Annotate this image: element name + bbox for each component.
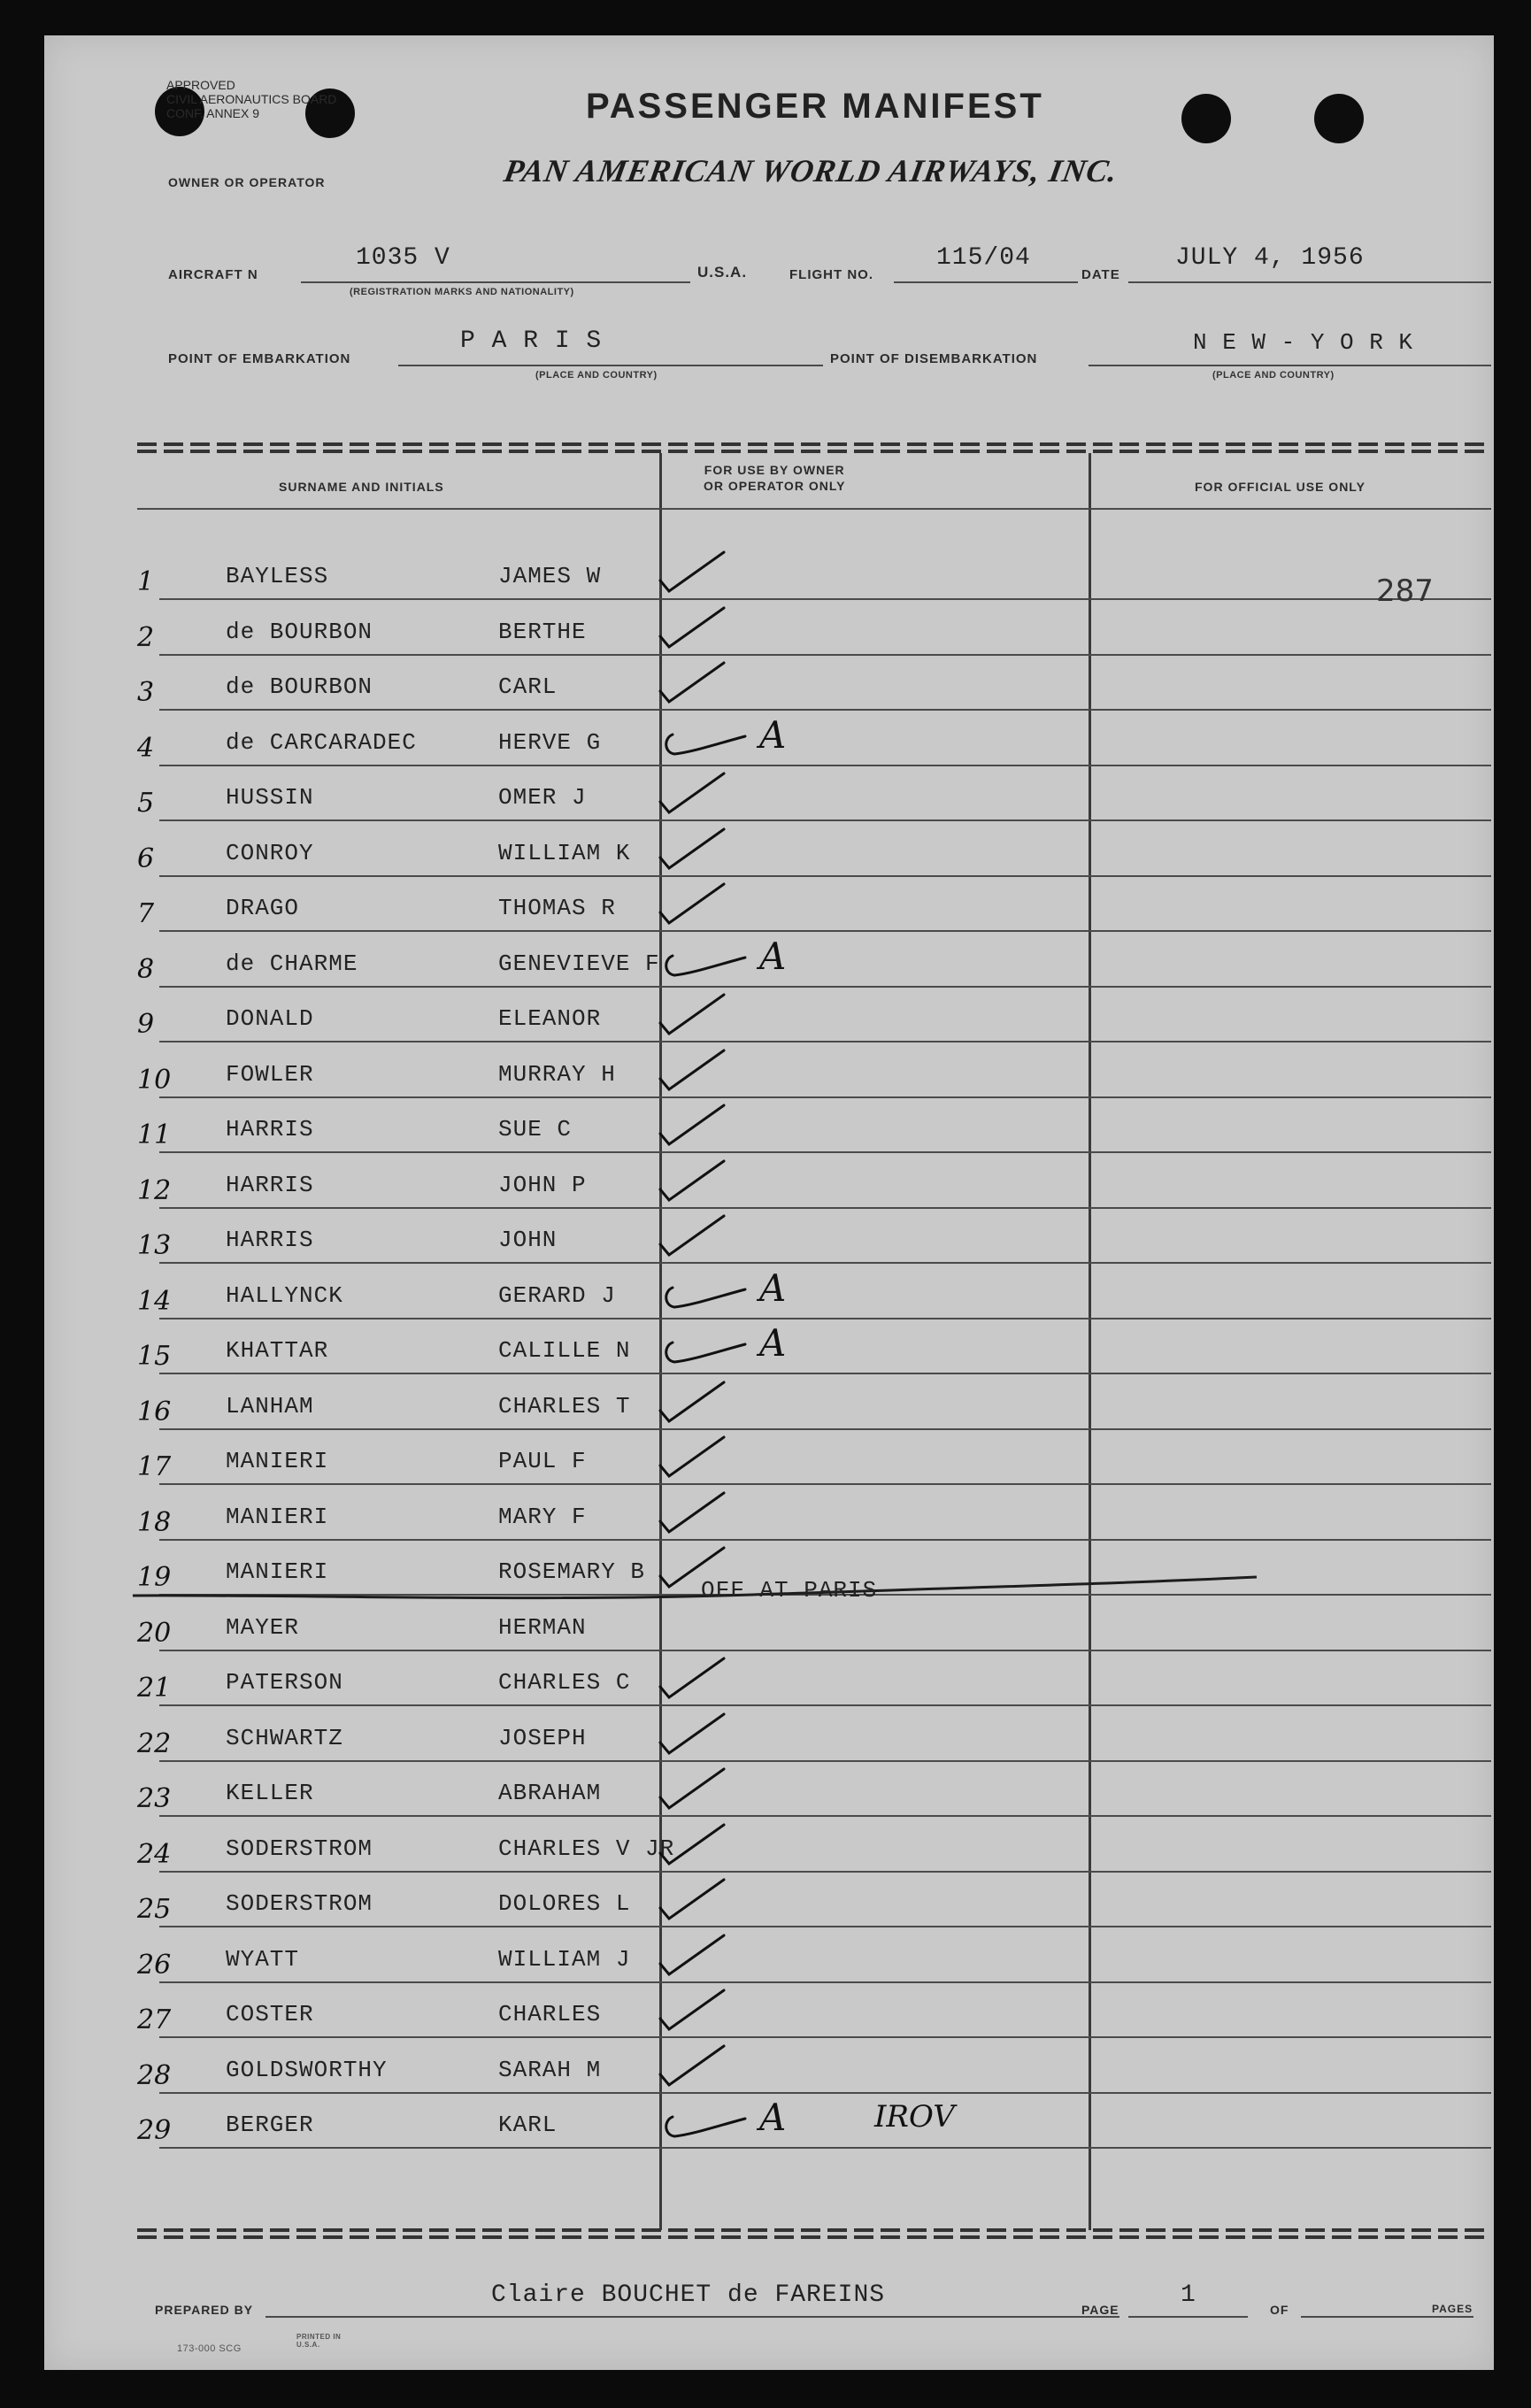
- surname: HUSSIN: [226, 784, 314, 811]
- table-bottom-rule: [137, 2228, 1491, 2232]
- page-label: PAGE: [1081, 2303, 1119, 2317]
- given-names: CARL: [498, 673, 558, 700]
- prepared-underline: [265, 2316, 1119, 2318]
- prepared-label: PREPARED BY: [155, 2303, 254, 2317]
- embarkation-value: P A R I S: [460, 327, 603, 355]
- surname: DRAGO: [226, 895, 300, 921]
- surname: MANIERI: [226, 1448, 329, 1474]
- given-names: GENEVIEVE F: [498, 950, 660, 977]
- given-names: WILLIAM J: [498, 1945, 631, 1973]
- surname: COSTER: [226, 2001, 314, 2027]
- surname: de BOURBON: [226, 618, 373, 645]
- given-names: KARL: [498, 2112, 558, 2138]
- of-label: OF: [1270, 2303, 1289, 2317]
- embarkation-label: POINT OF EMBARKATION: [168, 351, 351, 366]
- row-number: 14: [137, 1285, 172, 1317]
- surname: WYATT: [226, 1945, 300, 1973]
- disembarkation-sublabel: (PLACE AND COUNTRY): [1212, 370, 1335, 381]
- given-names: SARAH M: [498, 2056, 602, 2083]
- row-number: 25: [137, 1894, 172, 1925]
- given-names: CHARLES T: [498, 1392, 631, 1419]
- surname: HARRIS: [226, 1116, 314, 1142]
- manifest-sheet: [44, 35, 1494, 2370]
- row-number: 29: [137, 2115, 172, 2146]
- column-header-owner-line: FOR USE BY OWNER: [704, 463, 845, 477]
- column-header-name: SURNAME AND INITIALS: [279, 480, 444, 494]
- owner-label: OWNER OR OPERATOR: [168, 175, 326, 189]
- surname: DONALD: [226, 1005, 314, 1032]
- row-number: 24: [137, 1838, 172, 1870]
- given-names: ABRAHAM: [498, 1780, 602, 1806]
- row-number: 9: [137, 1009, 155, 1040]
- handwritten-a-mark: A: [759, 2096, 787, 2139]
- surname: FOWLER: [226, 1060, 314, 1088]
- off-note: OFF AT PARIS: [701, 1577, 878, 1604]
- row-number: 13: [137, 1230, 172, 1261]
- given-names: HERVE G: [498, 728, 602, 756]
- column-header-official: FOR OFFICIAL USE ONLY: [1195, 480, 1366, 494]
- row-number: 16: [137, 1396, 172, 1427]
- usa-label: U.S.A.: [697, 264, 748, 281]
- given-names: SUE C: [498, 1116, 573, 1142]
- row-number: 18: [137, 1506, 172, 1538]
- flight-label: FLIGHT NO.: [789, 267, 873, 282]
- surname: CONROY: [226, 839, 314, 866]
- given-names: ELEANOR: [498, 1005, 602, 1032]
- given-names: JOHN: [498, 1227, 558, 1253]
- given-names: GERARD J: [498, 1281, 616, 1309]
- surname: BAYLESS: [226, 563, 329, 589]
- airline-name: PAN AMERICAN WORLD AIRWAYS, INC.: [501, 153, 1121, 188]
- given-names: JOSEPH: [498, 1724, 587, 1751]
- date-label: DATE: [1081, 267, 1120, 282]
- row-number: 23: [137, 1783, 172, 1814]
- surname: MANIERI: [226, 1503, 329, 1530]
- given-names: BERTHE: [498, 618, 587, 645]
- surname: MAYER: [226, 1613, 300, 1641]
- surname: de BOURBON: [226, 673, 373, 700]
- surname: HARRIS: [226, 1227, 314, 1253]
- row-number: 10: [137, 1064, 172, 1096]
- row-number: 17: [137, 1451, 172, 1482]
- row-number: 21: [137, 1673, 172, 1704]
- row-number: 8: [137, 953, 155, 985]
- row-number: 27: [137, 2004, 172, 2035]
- given-names: JAMES W: [498, 563, 602, 589]
- row-number: 22: [137, 1727, 172, 1759]
- row-number: 1: [137, 566, 155, 597]
- given-names: MARY F: [498, 1503, 587, 1530]
- surname: SODERSTROM: [226, 1835, 373, 1862]
- form-number: 173-000 SCG: [177, 2343, 242, 2354]
- handwritten-a-mark: A: [759, 934, 787, 978]
- row-number: 20: [137, 1617, 172, 1649]
- given-names: CHARLES C: [498, 1669, 631, 1696]
- aircraft-sublabel: (REGISTRATION MARKS AND NATIONALITY): [350, 287, 574, 297]
- row-number: 2: [137, 621, 155, 653]
- aircraft-label: AIRCRAFT N: [168, 267, 258, 282]
- given-names: WILLIAM K: [498, 839, 631, 866]
- disembarkation-label: POINT OF DISEMBARKATION: [830, 351, 1038, 366]
- stamp-line: APPROVED: [166, 78, 235, 92]
- row-number: 4: [137, 732, 155, 764]
- handwritten-note: IROV: [874, 2099, 955, 2135]
- given-names: JOHN P: [498, 1171, 587, 1198]
- surname: PATERSON: [226, 1669, 343, 1696]
- date-value: JULY 4, 1956: [1175, 244, 1365, 272]
- page-value: 1: [1181, 2281, 1196, 2309]
- embarkation-sublabel: (PLACE AND COUNTRY): [535, 370, 658, 381]
- surname: HARRIS: [226, 1171, 314, 1198]
- of-underline: [1301, 2316, 1473, 2318]
- row-number: 6: [137, 842, 155, 874]
- prepared-value: Claire BOUCHET de FAREINS: [491, 2281, 886, 2309]
- surname: HALLYNCK: [226, 1281, 343, 1309]
- surname: MANIERI: [226, 1558, 329, 1585]
- surname: de CHARME: [226, 950, 358, 977]
- handwritten-a-mark: A: [759, 1266, 787, 1310]
- surname: BERGER: [226, 2112, 314, 2138]
- given-names: CHARLES: [498, 2001, 602, 2027]
- row-number: 19: [137, 1562, 172, 1593]
- surname: KELLER: [226, 1780, 314, 1806]
- surname: GOLDSWORTHY: [226, 2056, 388, 2083]
- handwritten-a-mark: A: [759, 712, 787, 757]
- given-names: ROSEMARY B: [498, 1558, 646, 1585]
- given-names: MURRAY H: [498, 1060, 616, 1088]
- given-names: CALILLE N: [498, 1337, 631, 1364]
- handwritten-a-mark: A: [759, 1321, 787, 1365]
- surname: SCHWARTZ: [226, 1724, 343, 1751]
- disembarkation-value: N E W - Y O R K: [1193, 329, 1414, 356]
- surname: LANHAM: [226, 1392, 314, 1419]
- given-names: DOLORES L: [498, 1890, 631, 1917]
- given-names: HERMAN: [498, 1613, 587, 1641]
- page-underline: [1128, 2316, 1248, 2318]
- given-names: CHARLES V JR: [498, 1835, 675, 1862]
- pages-label: PAGES: [1432, 2303, 1473, 2315]
- flight-value: 115/04: [936, 244, 1031, 272]
- table-bottom-rule: [137, 2235, 1491, 2239]
- page-title: PASSENGER MANIFEST: [586, 87, 1044, 126]
- row-number: 26: [137, 1949, 172, 1981]
- row-number: 3: [137, 677, 155, 708]
- printed-mark: PRINTED IN U.S.A.: [296, 2333, 342, 2349]
- stamp-line: CIVIL AERONAUTICS BOARD: [166, 92, 337, 106]
- surname: KHATTAR: [226, 1337, 329, 1364]
- row-number: 11: [137, 1119, 172, 1150]
- given-names: OMER J: [498, 784, 587, 811]
- given-names: PAUL F: [498, 1448, 587, 1474]
- official-number: 287: [1376, 573, 1434, 609]
- row-number: 12: [137, 1174, 172, 1206]
- row-number: 5: [137, 788, 155, 819]
- column-header-owner-line: OR OPERATOR ONLY: [704, 479, 846, 493]
- row-number: 7: [137, 898, 155, 929]
- given-names: THOMAS R: [498, 895, 616, 921]
- surname: SODERSTROM: [226, 1890, 373, 1917]
- aircraft-value: 1035 V: [356, 244, 450, 272]
- strike-line: [44, 35, 1494, 2370]
- row-number: 28: [137, 2059, 172, 2091]
- surname: de CARCARADEC: [226, 728, 417, 756]
- row-number: 15: [137, 1341, 172, 1372]
- stamp-line: CONF. ANNEX 9: [166, 106, 260, 120]
